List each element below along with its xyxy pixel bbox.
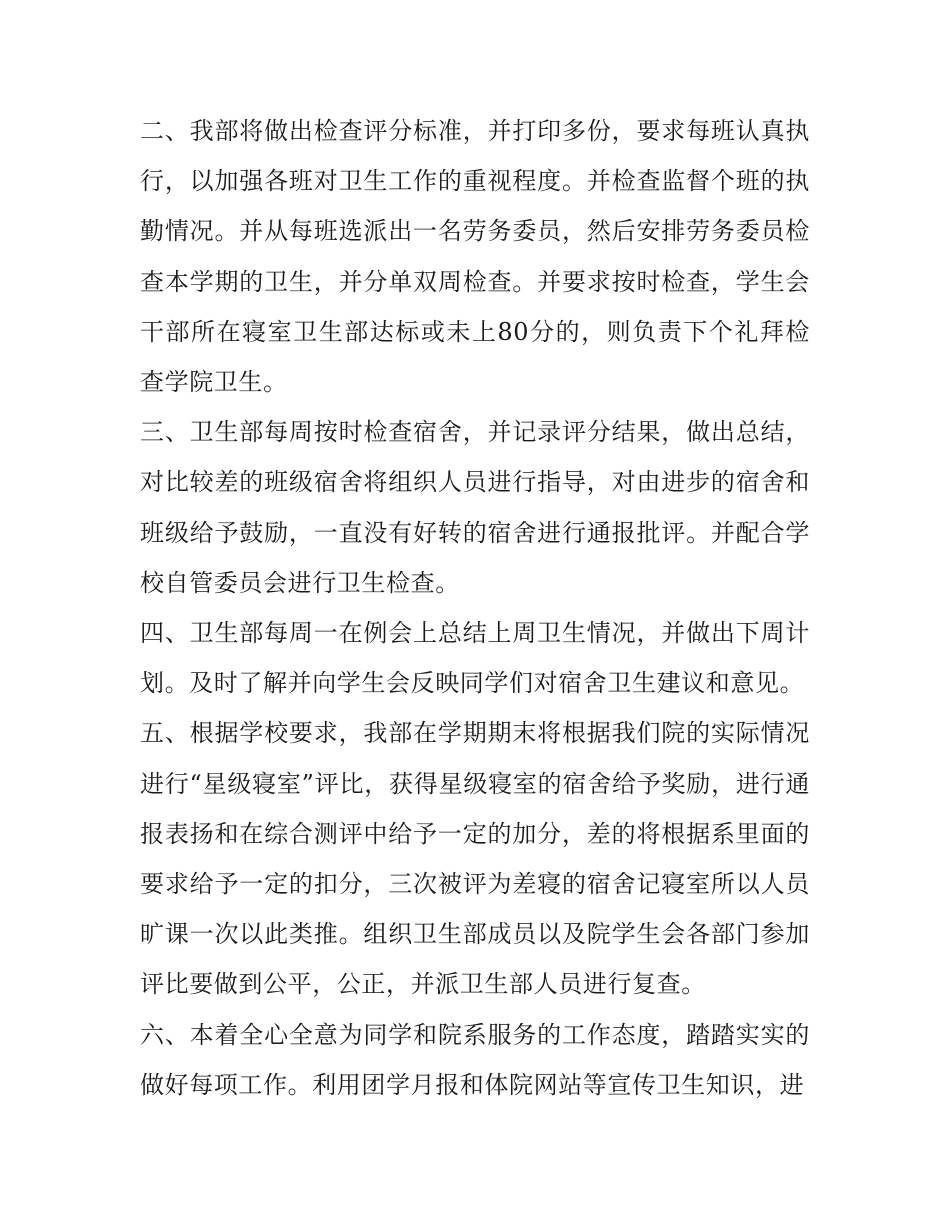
paragraph-5: 五、根据学校要求，我部在学期期末将根据我们院的实际情况进行“星级寝室”评比，获得星级寝室的宿舍给予奖励，进行通报表扬和在综合测评中给予一定的加分，差的将根据系里面的要求给予一定的扣分，三次被评为差寝的宿舍记寝室所以人员旷课一次以此类推。组织卫生部成员以及院学生会各部门参加评比要做到公平，公正，并派卫生部人员进行复查。 bbox=[140, 719, 810, 999]
paragraph-4: 四、卫生部每周一在例会上总结上周卫生情况，并做出下周计划。及时了解并向学生会反映同学们对宿舍卫生建议和意见。 bbox=[140, 619, 810, 698]
document-page bbox=[140, 106, 810, 1110]
paragraph-2: 二、我部将做出检查评分标准，并打印多份，要求每班认真执行，以加强各班对卫生工作的重视程度。并检查监督个班的执勤情况。并从每班选派出一名劳务委员，然后安排劳务委员检查本学期的卫生，并分单双周检查。并要求按时检查，学生会干部所在寝室卫生部达标或未上80分的，则负责下个礼拜检查学院卫生。 bbox=[140, 117, 810, 397]
paragraph-3: 三、卫生部每周按时检查宿舍，并记录评分结果，做出总结，对比较差的班级宿舍将组织人员进行指导，对由进步的宿舍和班级给予鼓励，一直没有好转的宿舍进行通报批评。并配合学校自管委员会进行卫生检查。 bbox=[140, 418, 810, 597]
paragraph-6: 六、本着全心全意为同学和院系服务的工作态度，踏踏实实的做好每项工作。利用团学月报和体院网站等宣传卫生知识，进 bbox=[140, 1020, 810, 1099]
